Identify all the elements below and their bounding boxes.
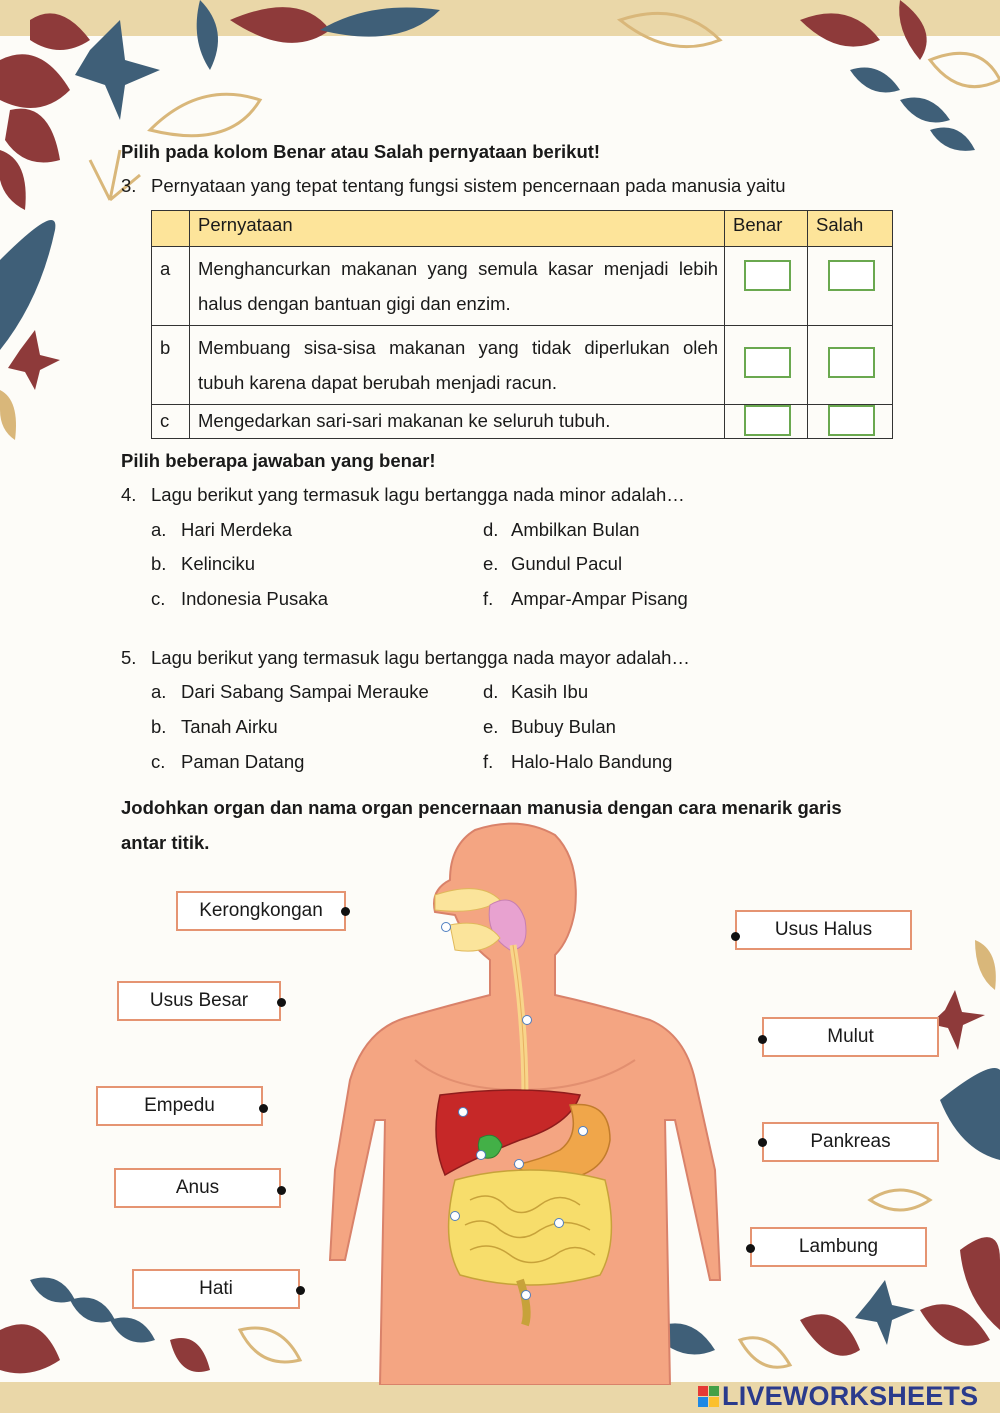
option-letter: c. xyxy=(151,751,166,772)
match-dot-anus[interactable] xyxy=(277,1186,286,1195)
option-letter: f. xyxy=(483,751,494,772)
true-checkbox-b[interactable] xyxy=(744,347,791,378)
logo-text: LIVEWORKSHEETS xyxy=(722,1380,979,1411)
match-dot-usus-halus[interactable] xyxy=(731,932,740,941)
label-anus: Anus xyxy=(114,1168,281,1208)
option-q4-a[interactable]: Hari Merdeka xyxy=(181,519,293,540)
target-dot-small-intestine[interactable] xyxy=(554,1218,564,1228)
option-letter: c. xyxy=(151,588,166,609)
true-checkbox-a[interactable] xyxy=(744,260,791,291)
option-q5-e[interactable]: Bubuy Bulan xyxy=(511,716,616,737)
match-dot-usus-besar[interactable] xyxy=(277,998,286,1007)
row-letter: b xyxy=(152,326,190,405)
option-q5-a[interactable]: Dari Sabang Sampai Merauke xyxy=(181,681,429,702)
match-dot-mulut[interactable] xyxy=(758,1035,767,1044)
option-q4-d[interactable]: Ambilkan Bulan xyxy=(511,519,640,540)
header-false: Salah xyxy=(808,211,893,247)
header-statement: Pernyataan xyxy=(190,211,725,247)
match-dot-kerongkongan[interactable] xyxy=(341,907,350,916)
digestive-system-illustration xyxy=(320,820,730,1385)
logo-icon xyxy=(698,1386,719,1407)
false-checkbox-a[interactable] xyxy=(828,260,875,291)
match-dot-pankreas[interactable] xyxy=(758,1138,767,1147)
false-checkbox-c[interactable] xyxy=(828,405,875,436)
option-q4-e[interactable]: Gundul Pacul xyxy=(511,553,623,574)
question-3-number: 3. xyxy=(121,175,137,196)
target-dot-gallbladder[interactable] xyxy=(476,1150,486,1160)
question-5-number: 5. xyxy=(121,647,137,668)
row-statement: Membuang sisa-sisa makanan yang tidak diperlukan oleh tubuh karena dapat berubah menjadi racun. xyxy=(190,326,725,405)
header-true: Benar xyxy=(725,211,808,247)
true-checkbox-c[interactable] xyxy=(744,405,791,436)
target-dot-stomach[interactable] xyxy=(578,1126,588,1136)
label-empedu: Empedu xyxy=(96,1086,263,1126)
label-usus-halus: Usus Halus xyxy=(735,910,912,950)
instruction-true-false: Pilih pada kolom Benar atau Salah pernyataan berikut! xyxy=(121,141,601,162)
option-letter: e. xyxy=(483,553,499,574)
option-letter: b. xyxy=(151,553,167,574)
label-kerongkongan: Kerongkongan xyxy=(176,891,346,931)
option-q5-c[interactable]: Paman Datang xyxy=(181,751,305,772)
option-letter: a. xyxy=(151,519,167,540)
option-letter: f. xyxy=(483,588,494,609)
row-statement: Mengedarkan sari-sari makanan ke seluruh tubuh. xyxy=(190,405,725,439)
target-dot-anus[interactable] xyxy=(521,1290,531,1300)
option-q4-b[interactable]: Kelinciku xyxy=(181,553,256,574)
match-dot-lambung[interactable] xyxy=(746,1244,755,1253)
instruction-matching-line1: Jodohkan organ dan nama organ pencernaan manusia dengan cara menarik garis xyxy=(121,797,842,818)
question-5-text: Lagu berikut yang termasuk lagu bertangga nada mayor adalah… xyxy=(151,647,690,668)
header-blank xyxy=(152,211,190,247)
label-usus-besar: Usus Besar xyxy=(117,981,281,1021)
row-letter: c xyxy=(152,405,190,439)
option-q4-c[interactable]: Indonesia Pusaka xyxy=(181,588,329,609)
target-dot-mouth[interactable] xyxy=(441,922,451,932)
label-hati: Hati xyxy=(132,1269,300,1309)
table-row xyxy=(152,326,893,405)
question-4-text: Lagu berikut yang termasuk lagu bertangga nada minor adalah… xyxy=(151,484,685,505)
option-letter: a. xyxy=(151,681,167,702)
option-q5-b[interactable]: Tanah Airku xyxy=(181,716,278,737)
instruction-multiple-answers: Pilih beberapa jawaban yang benar! xyxy=(121,450,436,471)
label-pankreas: Pankreas xyxy=(762,1122,939,1162)
match-dot-empedu[interactable] xyxy=(259,1104,268,1113)
option-letter: d. xyxy=(483,519,499,540)
question-4-number: 4. xyxy=(121,484,137,505)
false-checkbox-b[interactable] xyxy=(828,347,875,378)
target-dot-liver[interactable] xyxy=(458,1107,468,1117)
instruction-matching-line2: antar titik. xyxy=(121,832,210,853)
row-statement: Menghancurkan makanan yang semula kasar menjadi lebih halus dengan bantuan gigi dan enzim. xyxy=(190,247,725,326)
row-letter: a xyxy=(152,247,190,326)
label-lambung: Lambung xyxy=(750,1227,927,1267)
option-letter: e. xyxy=(483,716,499,737)
option-letter: b. xyxy=(151,716,167,737)
target-dot-pancreas[interactable] xyxy=(514,1159,524,1169)
label-mulut: Mulut xyxy=(762,1017,939,1057)
match-dot-hati[interactable] xyxy=(296,1286,305,1295)
statement-table xyxy=(151,210,893,439)
question-3-text: Pernyataan yang tepat tentang fungsi sistem pencernaan pada manusia yaitu xyxy=(151,175,786,196)
table-header-row xyxy=(152,211,893,247)
option-q5-f[interactable]: Halo-Halo Bandung xyxy=(511,751,673,772)
option-letter: d. xyxy=(483,681,499,702)
option-q5-d[interactable]: Kasih Ibu xyxy=(511,681,589,702)
option-q4-f[interactable]: Ampar-Ampar Pisang xyxy=(511,588,688,609)
table-row xyxy=(152,405,893,439)
liveworksheets-logo xyxy=(698,1381,978,1411)
target-dot-esophagus[interactable] xyxy=(522,1015,532,1025)
target-dot-large-intestine[interactable] xyxy=(450,1211,460,1221)
table-row xyxy=(152,247,893,326)
